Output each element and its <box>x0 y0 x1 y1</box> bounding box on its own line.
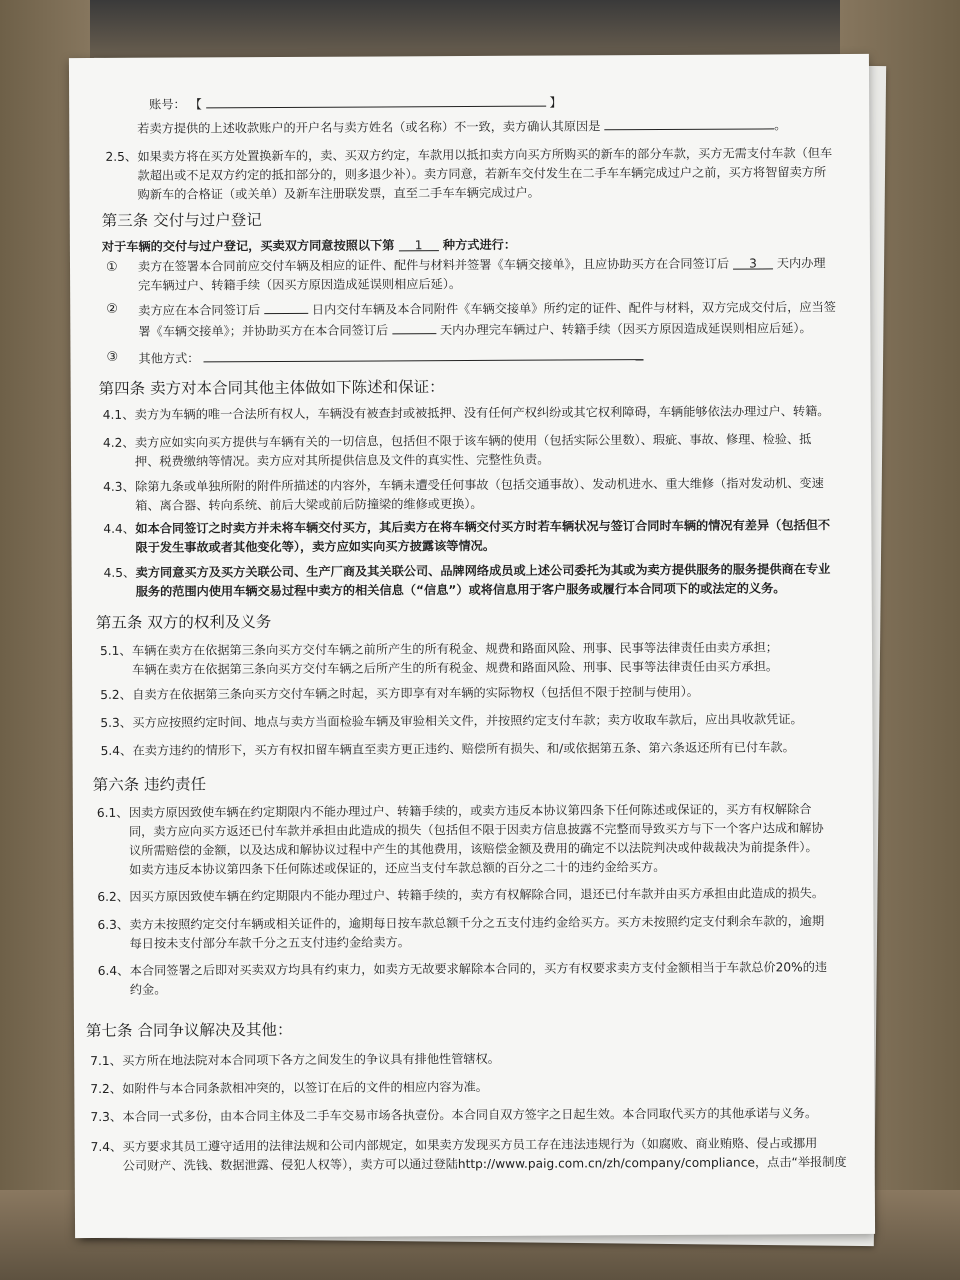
option-1-text-b: 天内办理 <box>776 256 826 271</box>
contract-page <box>69 54 875 1238</box>
option-2-marker: ② <box>106 301 118 317</box>
section-3-title: 第三条 交付与过户登记 <box>101 211 262 230</box>
clause-line: 在卖方违约的情形下，买方有权扣留车辆直至卖方更正违约、赔偿所有损失、和/或依据第五条、第六条返还所有已付车款。 <box>132 740 795 758</box>
option-1-text: 卖方在签署本合同前应交付车辆及相应的证件、配件与材料并签署《车辆交接单》，且应协助买方在合同签订后 <box>137 256 730 274</box>
clause-number: 4.2、 <box>102 435 135 450</box>
clause-line: 自卖方在依据第三条向买方交付车辆之时起，买方即享有对车辆的实际物权（包括但不限于控制与使用）。 <box>132 684 699 702</box>
option-1-marker: ① <box>105 259 118 275</box>
intro-text-end: 种方式进行： <box>442 237 517 253</box>
clause-2-5 <box>137 144 859 205</box>
clause-number: 2.5、 <box>105 149 138 164</box>
clause-5-1 <box>132 638 862 680</box>
clause-line: 如卖方违反本协议第四条下任何陈述或保证的，还应当支付车款总额的百分之二十的违约金给买方。 <box>129 859 666 877</box>
clause-7-1 <box>122 1048 866 1071</box>
period: 。 <box>774 118 787 133</box>
option-2-text: 卖方应在本合同签订后 <box>138 303 261 318</box>
delivery-days-blank <box>264 299 308 314</box>
section-7-title: 第七条 合同争议解决及其他： <box>85 1020 293 1041</box>
option-3-text: 其他方式： <box>138 351 200 366</box>
clause-line: 议所需赔偿的金额，以及达成和解协议过程中产生的其他费用，该赔偿金额及费用的确定不以法院判决或仲裁裁决为前提条件）。 <box>129 840 818 858</box>
clause-number: 4.5、 <box>103 565 136 580</box>
clause-number: 7.3、 <box>90 1109 123 1125</box>
clause-number: 7.1、 <box>90 1053 122 1069</box>
clause-7-2 <box>122 1076 866 1099</box>
clause-number: 5.3、 <box>100 715 133 730</box>
clause-4-1 <box>135 402 861 425</box>
clause-line: 因卖方原因致使车辆在约定期限内不能办理过户、转籍手续的，或卖方违反本协议第四条下任何陈述或保证的，买方有权解除合 <box>128 802 812 820</box>
clause-line: 同，卖方应向买方返还已付车款并承担由此造成的损失（包括但不限于因卖方信息披露不完整而导致买方与下一个客户达成和解协 <box>128 821 824 839</box>
clause-number: 7.2、 <box>90 1081 122 1097</box>
clause-line: 因买方原因致使车辆在约定期限内不能办理过户、转籍手续的，卖方有权解除合同，退还已付车款并由买方承担由此造成的损失。 <box>129 886 825 904</box>
account-blank <box>206 92 546 109</box>
clause-number: 4.4、 <box>103 521 135 536</box>
clause-number: 7.4、 <box>90 1139 123 1155</box>
option-1 <box>138 254 860 296</box>
clause-6-4 <box>130 958 866 1000</box>
clause-line: 买方应按照约定时间、地点与卖方当面检验车辆及审验相关文件，并按照约定支付车款；卖方收取车款后，应出具收款凭证。 <box>132 712 803 730</box>
clause-line: 本合同签署之后即对买卖双方均具有约束力，如卖方无故要求解除本合同的，买方有权要求卖方支付金额相当于车款总价20%的违 <box>129 960 828 978</box>
clause-number: 6.2、 <box>97 889 129 904</box>
clause-number: 6.1、 <box>96 805 129 820</box>
clause-line: 款超出或不足双方约定的抵扣部分的，则多退少补）。卖方同意，若新车交付发生在二手车车辆完成过户之前，买方将智留卖方所 <box>137 165 827 183</box>
name-mismatch-line <box>137 114 857 139</box>
clause-6-1 <box>129 800 865 880</box>
section-6-title: 第六条 违约责任 <box>92 775 207 794</box>
clause-line: 买方要求其员工遵守适用的法律法规和公司内部规定，如果卖方发现买方员工存在违法违规行为（如腐败、商业贿赂、侵占或挪用 <box>122 1136 818 1154</box>
clause-line: 卖方应如实向买方提供与车辆有关的一切信息，包括但不限于该车辆的使用（包括实际公里数）、瑕疵、事故、修理、检验、抵 <box>134 432 812 450</box>
clause-line: 卖方未按照约定交付车辆或相关证件的，逾期每日按车款总额千分之五支付违约金给买方。买方未按照约定支付剩余车款的，逾期 <box>129 914 825 932</box>
clause-number: 5.1、 <box>99 643 132 658</box>
clause-number: 5.2、 <box>100 687 132 702</box>
clause-number: 6.4、 <box>97 963 130 978</box>
option-3 <box>138 345 643 369</box>
clause-line: 卖方同意买方及买方关联公司、生产厂商及其关联公司、品牌网络成员或上述公司委托为其或为卖方提供服务的服务提供商在专业 <box>135 562 831 580</box>
account-label: 账号： <box>149 97 186 112</box>
clause-line: 服务的范围内使用车辆交易过程中卖方的相关信息（“信息”）或将信息用于客户服务或履行本合同项下的或法定的义务。 <box>135 581 786 599</box>
clause-line: 约金。 <box>129 982 167 997</box>
clause-7-4 <box>123 1134 867 1176</box>
account-line <box>149 92 562 115</box>
bracket-close: 】 <box>549 95 562 110</box>
clause-4-2 <box>135 430 861 472</box>
clause-4-4 <box>135 516 861 558</box>
clause-line: 押、税费缴纳等情况。卖方应对其所提供信息及文件的真实性、完整性负责。 <box>134 452 550 469</box>
clause-line: 如附件与本合同条款相冲突的，以签订在后的文件的相应内容为准。 <box>122 1079 488 1096</box>
clause-4-5 <box>136 560 862 602</box>
option-1-days: 3 <box>733 254 773 269</box>
option-2-text-d: 天内办理完车辆过户、转籍手续（因买方原因造成延误则相应后延）。 <box>439 321 812 338</box>
bracket-open: 【 <box>189 97 202 112</box>
intro-text: 对于车辆的交付与过户登记，买卖双方同意按照以下第 <box>101 238 395 254</box>
transfer-days-blank <box>392 319 436 334</box>
clause-line: 车辆在卖方在依据第三条向买方交付车辆之后所产生的所有税金、规费和路面风险、刑事、民事等法律责任由买方承担。 <box>132 659 779 677</box>
clause-line: 如本合同签订之时卖方并未将车辆交付买方，其后卖方在将车辆交付买方时若车辆状况与签订合同时车辆的情况有差异（包括但不 <box>135 518 831 536</box>
clause-line: 限于发生事故或者其他变化等），卖方应如实向买方披露该等情况。 <box>135 538 496 555</box>
clause-7-3 <box>122 1104 866 1127</box>
clause-5-4 <box>132 738 862 761</box>
name-mismatch-text: 若卖方提供的上述收款账户的开户名与卖方姓名（或名称）不一致，卖方确认其原因是 <box>137 119 601 136</box>
clause-6-3 <box>129 912 865 954</box>
section-4-title: 第四条 卖方对本合同其他主体做如下陈述和保证： <box>98 378 445 398</box>
clause-line: 车辆在卖方在依据第三条向买方交付车辆之前所产生的所有税金、规费和路面风险、刑事、民事等法律责任由卖方承担； <box>131 640 778 658</box>
clause-line: 公司财产、洗钱、数据泄露、侵犯人权等），卖方可以通过登陆http://www.paig.com.cn/zh/company/compliance，点击“举报制度 <box>122 1155 847 1173</box>
clause-line: 本合同一式多份，由本合同主体及二手车交易市场各执壹份。本合同自双方签字之日起生效。本合同取代买方的其他承诺与义务。 <box>122 1106 818 1124</box>
clause-line: 卖方为车辆的唯一合法所有权人，车辆没有被查封或被抵押、没有任何产权纠纷或其它权利障碍，车辆能够依法办理过户、转籍。 <box>134 404 830 422</box>
clause-5-3 <box>132 710 862 733</box>
option-2 <box>138 296 860 342</box>
clause-line: 每日按未支付部分车款千分之五支付违约金给卖方。 <box>129 935 410 951</box>
clause-number: 5.4、 <box>100 743 133 758</box>
clause-line: 除第九条或单独所附的附件所描述的内容外，车辆未遭受任何事故（包括交通事故）、发动机进水、重大维修（指对发动机、变速 <box>135 476 824 494</box>
clause-number: 6.3、 <box>97 917 130 932</box>
other-method-blank <box>203 345 643 362</box>
option-1-text-c: 完车辆过户、转籍手续（因买方原因造成延误则相应后延）。 <box>138 277 462 293</box>
section-5-title: 第五条 双方的权利及义务 <box>95 613 272 632</box>
clause-line: 箱、离合器、转向系统、前后大梁或前后防撞梁的维修或更换）。 <box>135 496 483 513</box>
clause-number: 4.1、 <box>102 407 135 422</box>
reason-blank <box>604 114 774 130</box>
option-2-text-b: 日内交付车辆及本合同附件《车辆交接单》所约定的证件、配件与材料，双方完成交付后，应当签 <box>311 300 836 317</box>
section-3-intro <box>102 236 516 257</box>
clause-line: 买方所在地法院对本合同项下各方之间发生的争议具有排他性管辖权。 <box>122 1051 501 1068</box>
clause-4-3 <box>135 474 861 516</box>
method-number: 1 <box>399 236 439 251</box>
clause-line: 购新车的合格证（或关单）及新车注册联发票，直至二手车车辆完成过户。 <box>137 185 540 202</box>
option-2-text-c: 署《车辆交接单》；并协助买方在本合同签订后 <box>138 323 389 339</box>
clause-number: 4.3、 <box>103 479 135 494</box>
clause-line: 如果卖方将在买方处置换新车的，卖、买双方约定，车款用以抵扣卖方向买方所购买的新车的部分车款，买方无需支付车款（但车 <box>137 146 833 164</box>
option-3-marker: ③ <box>106 349 119 365</box>
clause-5-2 <box>132 682 862 705</box>
clause-6-2 <box>129 884 865 907</box>
